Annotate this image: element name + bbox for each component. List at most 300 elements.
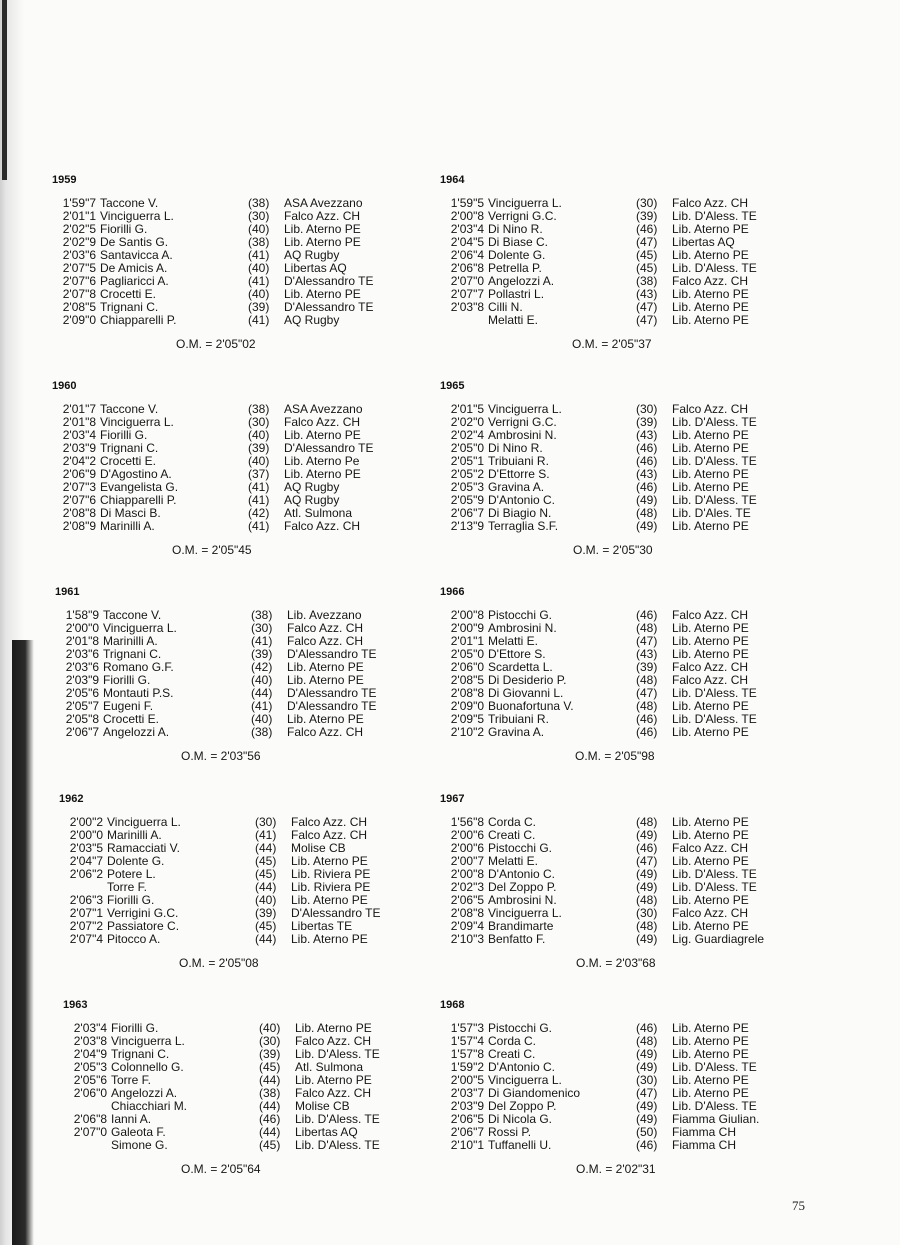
result-time: 2'01"8 (65, 634, 99, 648)
club-name: Falco Azz. CH (287, 634, 364, 648)
club-name: Lib. D'Aless. TE (672, 1060, 757, 1074)
athlete-name: Pollastri L. (488, 287, 545, 301)
club-name: Lib. Aterno PE (672, 300, 749, 314)
athlete-name: Tribuiani R. (488, 454, 549, 468)
athlete-name: Vinciguerra L. (488, 906, 562, 920)
club-name: Lib. Aterno PE (284, 222, 361, 236)
athlete-name: Potere L. (107, 867, 156, 881)
club-name: Lib. D'Aless. TE (672, 1099, 757, 1113)
athlete-name: Benfatto F. (488, 932, 546, 946)
result-time: 2'06"2 (69, 867, 103, 881)
year-block-1960 (52, 379, 432, 557)
result-time: 2'07"8 (62, 287, 96, 301)
athlete-name: Petrella P. (488, 261, 542, 275)
athlete-name: Gravina A. (488, 725, 545, 739)
athlete-name: Simone G. (111, 1138, 168, 1152)
club-name: D'Alessandro TE (284, 300, 374, 314)
birth-year: (47) (636, 854, 658, 868)
athlete-name: Colonnello G. (111, 1060, 184, 1074)
page-number: 75 (792, 1198, 805, 1213)
athlete-name: Torre F. (107, 880, 148, 894)
athlete-name: Crocetti E. (100, 454, 157, 468)
year-heading: 1961 (55, 586, 80, 598)
birth-year: (30) (248, 209, 270, 223)
result-time: 2'05"1 (450, 454, 484, 468)
club-name: Lib. Aterno PE (672, 441, 749, 455)
birth-year: (39) (636, 415, 658, 429)
birth-year: (46) (636, 712, 658, 726)
result-time: 2'00"9 (450, 621, 484, 635)
club-name: Lib. Avezzano (287, 608, 362, 622)
club-name: Falco Azz. CH (284, 415, 361, 429)
club-name: Lib. D'Aless. TE (672, 880, 757, 894)
result-time: 2'07"7 (450, 287, 484, 301)
club-name: Falco Azz. CH (672, 274, 749, 288)
athlete-name: Creati C. (488, 828, 536, 842)
result-time: 2'08"9 (62, 519, 96, 533)
athlete-name: Brandimarte (488, 919, 554, 933)
result-row (440, 520, 820, 533)
birth-year: (46) (636, 222, 658, 236)
club-name: Lib. Aterno PE (291, 854, 368, 868)
athlete-name: Buonafortuna V. (488, 699, 574, 713)
club-name: Lib. Aterno PE (672, 919, 749, 933)
result-row (440, 933, 820, 946)
result-time: 2'07"1 (69, 906, 103, 920)
result-time: 1'59"2 (450, 1060, 484, 1074)
result-time: 2'06"0 (450, 660, 484, 674)
year-block-1965 (440, 379, 820, 557)
club-name: D'Alessandro TE (284, 274, 374, 288)
athlete-name: Di Masci B. (100, 506, 161, 520)
club-name: Lib. Aterno PE (672, 480, 749, 494)
result-time: 2'05"2 (450, 467, 484, 481)
club-name: Lib. D'Aless. TE (295, 1138, 380, 1152)
athlete-name: Eugeni F. (103, 699, 154, 713)
result-time: 2'00"8 (450, 209, 484, 223)
birth-year: (40) (255, 893, 277, 907)
result-time: 2'06"9 (62, 467, 96, 481)
athlete-name: Galeota F. (111, 1125, 166, 1139)
club-name: Lib. Aterno PE (284, 287, 361, 301)
club-name: Falco Azz. CH (672, 673, 749, 687)
result-time: 2'09"4 (450, 919, 484, 933)
athlete-name: Di Giovanni L. (488, 686, 564, 700)
year-block-1962 (59, 792, 439, 970)
result-time: 2'03"9 (65, 673, 99, 687)
athlete-name: Vinciguerra L. (488, 196, 562, 210)
athlete-name: Vinciguerra L. (488, 1073, 562, 1087)
birth-year: (49) (636, 493, 658, 507)
result-time: 1'56"8 (450, 815, 484, 829)
result-time: 2'03"8 (450, 300, 484, 314)
result-time: 2'05"7 (65, 699, 99, 713)
result-time: 2'06"8 (73, 1112, 107, 1126)
athlete-name: Ramacciati V. (107, 841, 180, 855)
club-name: Lib. Aterno PE (672, 621, 749, 635)
club-name: Lib. Aterno PE (291, 932, 368, 946)
birth-year: (41) (248, 274, 270, 288)
athlete-name: Creati C. (488, 1047, 536, 1061)
club-name: Lib. D'Aless. TE (672, 415, 757, 429)
athlete-name: Vinciguerra L. (100, 415, 174, 429)
year-block-1961 (55, 585, 435, 763)
club-name: Lib. Riviera PE (291, 880, 371, 894)
club-name: Lib. Aterno PE (672, 647, 749, 661)
athlete-name: Taccone V. (100, 196, 159, 210)
club-name: ASA Avezzano (284, 196, 363, 210)
year-heading: 1962 (59, 793, 84, 805)
birth-year: (48) (636, 699, 658, 713)
club-name: Lib. D'Aless. TE (672, 454, 757, 468)
club-name: Falco Azz. CH (291, 828, 368, 842)
club-name: Falco Azz. CH (284, 519, 361, 533)
result-time: 2'05"9 (450, 493, 484, 507)
athlete-name: D'Antonio C. (488, 867, 555, 881)
athlete-name: Verrigini G.C. (107, 906, 179, 920)
result-time: 2'08"8 (62, 506, 96, 520)
result-time: 2'05"3 (450, 480, 484, 494)
club-name: AQ Rugby (284, 493, 340, 507)
athlete-name: Angelozzi A. (488, 274, 555, 288)
athlete-name: De Santis G. (100, 235, 169, 249)
result-row (440, 726, 820, 739)
birth-year: (41) (251, 634, 273, 648)
result-row (59, 933, 439, 946)
year-block-1966 (440, 585, 820, 763)
birth-year: (38) (636, 274, 658, 288)
result-time: 2'07"0 (73, 1125, 107, 1139)
athlete-name: Ambrosini N. (488, 893, 557, 907)
club-name: Lib. Aterno PE (672, 428, 749, 442)
athlete-name: Verrigni G.C. (488, 415, 557, 429)
athlete-name: Fiorilli G. (100, 428, 148, 442)
birth-year: (38) (248, 196, 270, 210)
result-time: 2'01"8 (62, 415, 96, 429)
athlete-name: Fiorilli G. (111, 1021, 159, 1035)
average-time: O.M. = 2'05"08 (179, 956, 259, 970)
athlete-name: Pitocco A. (107, 932, 161, 946)
birth-year: (44) (259, 1125, 281, 1139)
athlete-name: Dolente G. (107, 854, 165, 868)
result-time: 2'06"4 (450, 248, 484, 262)
athlete-name: Tuffanelli U. (488, 1138, 552, 1152)
club-name: Libertas AQ (295, 1125, 358, 1139)
result-row (52, 520, 432, 533)
club-name: Lib. Aterno PE (672, 725, 749, 739)
average-time: O.M. = 2'05"37 (572, 337, 652, 351)
club-name: Lib. D'Aless. TE (672, 712, 757, 726)
athlete-name: Taccone V. (103, 608, 162, 622)
birth-year: (40) (248, 261, 270, 275)
birth-year: (40) (248, 287, 270, 301)
result-time: 2'03"9 (62, 441, 96, 455)
result-time: 2'13"9 (450, 519, 484, 533)
club-name: Lib. Aterno PE (672, 854, 749, 868)
club-name: Fiamma CH (672, 1125, 737, 1139)
result-time: 2'08"5 (62, 300, 96, 314)
birth-year: (43) (636, 467, 658, 481)
result-time: 2'01"1 (450, 634, 484, 648)
result-time: 2'06"0 (73, 1086, 107, 1100)
birth-year: (47) (636, 313, 658, 327)
birth-year: (42) (251, 660, 273, 674)
birth-year: (30) (636, 906, 658, 920)
result-time: 1'57"4 (450, 1034, 484, 1048)
athlete-name: Vinciguerra L. (100, 209, 174, 223)
birth-year: (30) (251, 621, 273, 635)
club-name: ASA Avezzano (284, 402, 363, 416)
athlete-name: Di Giandomenico (488, 1086, 581, 1100)
result-time: 2'03"8 (73, 1034, 107, 1048)
athlete-name: Trignani C. (111, 1047, 170, 1061)
club-name: Lib. Aterno PE (672, 634, 749, 648)
result-time: 2'07"2 (69, 919, 103, 933)
athlete-name: Di Biagio N. (488, 506, 552, 520)
birth-year: (47) (636, 235, 658, 249)
birth-year: (41) (255, 828, 277, 842)
result-time: 2'06"7 (450, 1125, 484, 1139)
athlete-name: Torre F. (111, 1073, 152, 1087)
club-name: Lib. Aterno PE (672, 519, 749, 533)
birth-year: (43) (636, 287, 658, 301)
year-heading: 1968 (440, 999, 465, 1011)
result-time: 2'06"7 (450, 506, 484, 520)
birth-year: (46) (636, 841, 658, 855)
result-time: 1'57"8 (450, 1047, 484, 1061)
result-time: 1'59"5 (450, 196, 484, 210)
birth-year: (48) (636, 621, 658, 635)
result-time: 2'03"7 (450, 1086, 484, 1100)
result-time: 2'07"0 (450, 274, 484, 288)
athlete-name: Crocetti E. (103, 712, 160, 726)
result-time: 2'05"3 (73, 1060, 107, 1074)
result-time: 2'02"0 (450, 415, 484, 429)
athlete-name: Vinciguerra L. (111, 1034, 185, 1048)
result-time: 2'00"0 (69, 828, 103, 842)
club-name: Fiamma Giulian. (672, 1112, 760, 1126)
result-time: 2'10"2 (450, 725, 484, 739)
club-name: Molise CB (295, 1099, 350, 1113)
club-name: Lib. Aterno PE (284, 467, 361, 481)
birth-year: (39) (248, 441, 270, 455)
birth-year: (30) (255, 815, 277, 829)
athlete-name: D'Antonio C. (488, 493, 555, 507)
result-time: 2'00"7 (450, 854, 484, 868)
birth-year: (45) (636, 261, 658, 275)
birth-year: (49) (636, 828, 658, 842)
club-name: Lib. D'Aless. TE (672, 493, 757, 507)
year-heading: 1966 (440, 586, 465, 598)
result-time: 2'07"3 (62, 480, 96, 494)
year-heading: 1965 (440, 380, 465, 392)
club-name: Lib. Aterno PE (295, 1073, 372, 1087)
club-name: Lib. Aterno PE (295, 1021, 372, 1035)
club-name: Lib. Aterno PE (291, 893, 368, 907)
birth-year: (49) (636, 519, 658, 533)
result-row (440, 314, 820, 327)
result-time: 2'02"4 (450, 428, 484, 442)
athlete-name: D'Agostino A. (100, 467, 172, 481)
birth-year: (44) (255, 841, 277, 855)
birth-year: (41) (248, 480, 270, 494)
athlete-name: Di Desiderio P. (488, 673, 567, 687)
average-time: O.M. = 2'05"64 (181, 1162, 261, 1176)
club-name: D'Alessandro TE (284, 441, 374, 455)
birth-year: (44) (259, 1099, 281, 1113)
athlete-name: Pagliaricci A. (100, 274, 169, 288)
birth-year: (38) (259, 1086, 281, 1100)
club-name: Lib. Aterno PE (672, 1047, 749, 1061)
club-name: Falco Azz. CH (295, 1034, 372, 1048)
birth-year: (47) (636, 634, 658, 648)
result-time: 2'02"3 (450, 880, 484, 894)
athlete-name: Fiorilli G. (107, 893, 155, 907)
result-time: 2'05"6 (65, 686, 99, 700)
club-name: Lib. Aterno PE (284, 235, 361, 249)
club-name: Libertas AQ (672, 235, 735, 249)
birth-year: (40) (248, 428, 270, 442)
birth-year: (43) (636, 428, 658, 442)
birth-year: (49) (636, 1112, 658, 1126)
average-time: O.M. = 2'03"68 (576, 956, 656, 970)
athlete-name: Angelozzi A. (103, 725, 170, 739)
club-name: D'Alessandro TE (287, 647, 377, 661)
result-time: 2'00"0 (65, 621, 99, 635)
club-name: Lib. D'Ales. TE (672, 506, 751, 520)
result-time: 2'00"8 (450, 608, 484, 622)
birth-year: (38) (248, 235, 270, 249)
result-time: 2'05"8 (65, 712, 99, 726)
birth-year: (44) (251, 686, 273, 700)
athlete-name: Dolente G. (488, 248, 546, 262)
result-time: 2'01"5 (450, 402, 484, 416)
athlete-name: Cilli N. (488, 300, 523, 314)
birth-year: (47) (636, 686, 658, 700)
athlete-name: Di Biase C. (488, 235, 549, 249)
club-name: Falco Azz. CH (672, 402, 749, 416)
result-time: 2'01"7 (62, 402, 96, 416)
athlete-name: Tribuiani R. (488, 712, 549, 726)
birth-year: (44) (259, 1073, 281, 1087)
birth-year: (46) (636, 480, 658, 494)
result-time: 2'06"5 (450, 893, 484, 907)
average-time: O.M. = 2'03"56 (181, 749, 261, 763)
birth-year: (38) (251, 725, 273, 739)
club-name: Libertas AQ (284, 261, 347, 275)
athlete-name: Gravina A. (488, 480, 545, 494)
club-name: Lib. D'Aless. TE (672, 686, 757, 700)
birth-year: (47) (636, 1086, 658, 1100)
result-time: 2'06"3 (69, 893, 103, 907)
average-time: O.M. = 2'02"31 (576, 1162, 656, 1176)
club-name: D'Alessandro TE (287, 699, 377, 713)
club-name: Lib. Aterno PE (672, 1034, 749, 1048)
athlete-name: Corda C. (488, 1034, 537, 1048)
club-name: AQ Rugby (284, 313, 340, 327)
athlete-name: D'Ettorre S. (488, 467, 550, 481)
athlete-name: Montauti P.S. (103, 686, 174, 700)
birth-year: (40) (248, 454, 270, 468)
club-name: Lib. D'Aless. TE (672, 867, 757, 881)
club-name: Falco Azz. CH (672, 906, 749, 920)
athlete-name: Trignani C. (100, 441, 159, 455)
result-time: 2'04"2 (62, 454, 96, 468)
club-name: Lib. Riviera PE (291, 867, 371, 881)
birth-year: (49) (636, 880, 658, 894)
birth-year: (30) (636, 1073, 658, 1087)
birth-year: (42) (248, 506, 270, 520)
birth-year: (47) (636, 300, 658, 314)
club-name: Lib. Aterno PE (672, 1021, 749, 1035)
year-block-1959 (52, 173, 432, 351)
year-block-1963 (63, 998, 443, 1176)
result-time: 2'03"4 (450, 222, 484, 236)
birth-year: (48) (636, 893, 658, 907)
athlete-name: Chiacchiari M. (111, 1099, 188, 1113)
birth-year: (41) (248, 519, 270, 533)
year-heading: 1959 (52, 174, 77, 186)
birth-year: (45) (259, 1138, 281, 1152)
result-row (52, 314, 432, 327)
athlete-name: Chiapparelli P. (100, 493, 177, 507)
result-time: 1'59"7 (62, 196, 96, 210)
result-time: 2'04"7 (69, 854, 103, 868)
birth-year: (39) (259, 1047, 281, 1061)
birth-year: (48) (636, 815, 658, 829)
athlete-name: Angelozzi A. (111, 1086, 178, 1100)
club-name: Lib. Aterno PE (287, 660, 364, 674)
birth-year: (38) (251, 608, 273, 622)
birth-year: (30) (259, 1034, 281, 1048)
birth-year: (46) (636, 608, 658, 622)
club-name: Falco Azz. CH (295, 1086, 372, 1100)
birth-year: (49) (636, 932, 658, 946)
athlete-name: Ianni A. (111, 1112, 152, 1126)
athlete-name: Taccone V. (100, 402, 159, 416)
result-time: 2'02"9 (62, 235, 96, 249)
result-time: 2'02"5 (62, 222, 96, 236)
result-time: 2'00"6 (450, 828, 484, 842)
average-time: O.M. = 2'05"30 (573, 543, 653, 557)
birth-year: (48) (636, 506, 658, 520)
result-time: 2'08"8 (450, 906, 484, 920)
club-name: Atl. Sulmona (284, 506, 353, 520)
birth-year: (46) (636, 1138, 658, 1152)
athlete-name: Marinilli A. (103, 634, 158, 648)
club-name: Lib. Aterno Pe (284, 454, 360, 468)
athlete-name: Pistocchi G. (488, 608, 553, 622)
result-time: 2'10"3 (450, 932, 484, 946)
result-time: 2'07"6 (62, 274, 96, 288)
birth-year: (44) (255, 932, 277, 946)
result-time: 2'10"1 (450, 1138, 484, 1152)
year-block-1967 (440, 792, 820, 970)
result-time: 2'07"6 (62, 493, 96, 507)
birth-year: (40) (251, 673, 273, 687)
club-name: Lib. D'Aless. TE (672, 261, 757, 275)
birth-year: (39) (636, 660, 658, 674)
athlete-name: Fiorilli G. (100, 222, 148, 236)
athlete-name: Fiorilli G. (103, 673, 151, 687)
result-time: 2'03"5 (69, 841, 103, 855)
result-time: 2'06"5 (450, 1112, 484, 1126)
birth-year: (40) (259, 1021, 281, 1035)
result-row (55, 726, 435, 739)
athlete-name: Passiatore C. (107, 919, 180, 933)
birth-year: (49) (636, 867, 658, 881)
club-name: Lib. D'Aless. TE (295, 1112, 380, 1126)
